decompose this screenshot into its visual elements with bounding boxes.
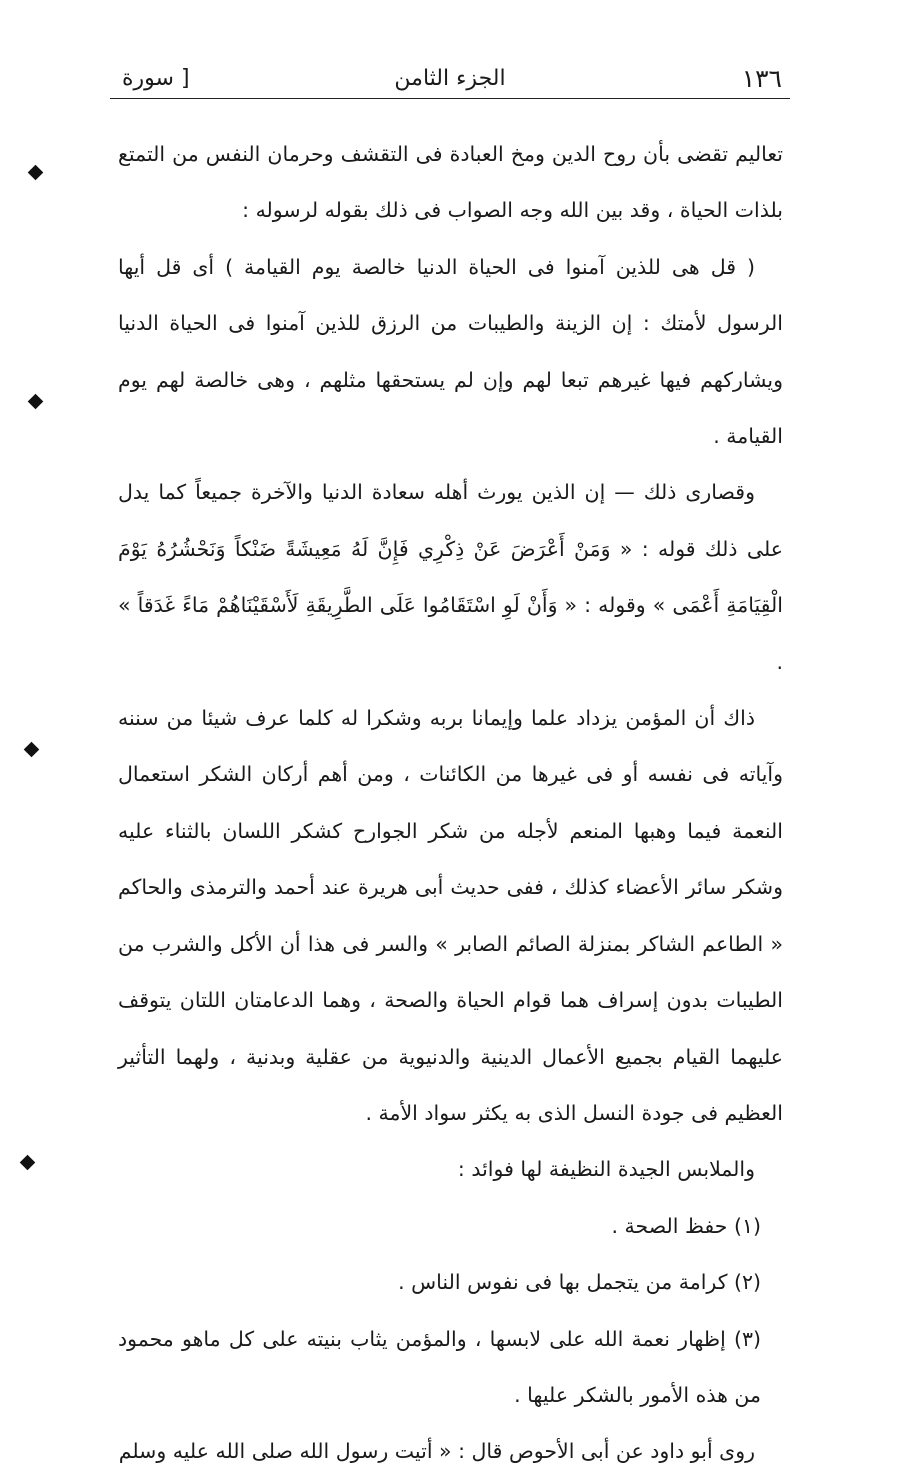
paragraph: والملابس الجيدة النظيفة لها فوائد : <box>457 1157 755 1182</box>
benefit-item: (٣) إظهار نعمة الله على لابسها ، والمؤمن يثاب بنيته على كل ماهو محمود من هذه الأمور بالشكر عليها . <box>118 1326 761 1407</box>
margin-mark <box>28 394 44 410</box>
paragraph: ذاك أن المؤمن يزداد علما وإيمانا بربه وشكرا له كلما عرف شيئا من سننه وآياته فى نفسه أو فى غيرها من الكائنات ، ومن أهم أركان الشكر استعمال النعمة فيما وهبها المنعم لأجله من شكر الجوارح كشكر اللسان بالثناء عليه وشكر سائر الأعضاء كذلك ، ففى حديث أبى هريرة عند أحمد والترمذى والحاكم « الطاعم الشاكر بمنزلة الصائم الصابر » والسر فى هذا أن الأكل والشرب من الطيبات بدون إسراف هما قوام الحياة والصحة ، وهما الدعامتان اللتان يتوقف عليهما القيام بجميع الأعمال الدينية والدنيوية من عقلية وبدنية ، ولهما التأثير العظيم فى جودة النسل الذى به يكثر سواد الأمة . <box>118 706 783 1125</box>
page-body <box>118 126 783 1480</box>
benefit-item: (١) حفظ الصحة . <box>611 1213 761 1238</box>
margin-mark <box>28 165 44 181</box>
closing-paragraph: روى أبو داود عن أبى الأحوص قال : « أتيت رسول الله صلى الله عليه وسلم <box>118 1439 755 1464</box>
page-header <box>110 58 790 99</box>
surah-label: [ سورة <box>122 66 190 91</box>
benefit-item: (٢) كرامة من يتجمل بها فى نفوس الناس . <box>398 1270 761 1295</box>
margin-mark <box>20 1155 36 1171</box>
page-number: ١٣٦ <box>741 64 782 93</box>
margin-mark <box>24 742 40 758</box>
juz-title: الجزء الثامن <box>394 66 506 91</box>
paragraph: وقصارى ذلك — إن الذين يورث أهله سعادة الدنيا والآخرة جميعاً كما يدل على ذلك قوله : « وَمَنْ أَعْرَضَ عَنْ ذِكْرِي فَإِنَّ لَهُ مَعِيشَةً ضَنْكاً وَنَحْشُرُهُ يَوْمَ الْقِيَامَةِ أَعْمَى » وقوله : « وَأَنْ لَوِ اسْتَقَامُوا عَلَى الطَّرِيقَةِ لَأَسْقَيْنَاهُمْ مَاءً غَدَقاً » . <box>118 480 783 674</box>
paragraph: تعاليم تقضى بأن روح الدين ومخ العبادة فى التقشف وحرمان النفس من التمتع بلذات الحياة ، وقد بين الله وجه الصواب فى ذلك بقوله لرسوله : <box>118 142 783 223</box>
paragraph: ( قل هى للذين آمنوا فى الحياة الدنيا خالصة يوم القيامة ) أى قل أيها الرسول لأمتك : إن الزينة والطيبات من الرزق للذين آمنوا فى الحياة الدنيا ويشاركهم فيها غيرهم تبعا لهم وإن لم يستحقها مثلهم ، وهى خالصة لهم يوم القيامة . <box>118 254 783 449</box>
